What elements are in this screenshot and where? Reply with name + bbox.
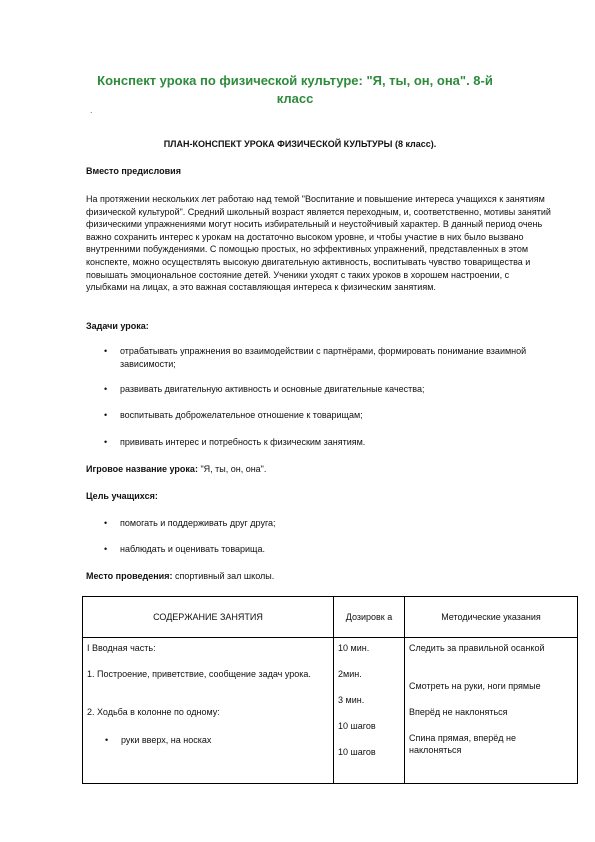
- preface-text: На протяжении нескольких лет работаю над темой "Воспитание и повышение интереса учащихся к занятиям физической культурой". Средний школьный возраст является переходным, и, соответственно, мотивы занятий физическими упражнениями могут носить избирательный и неустойчивый характер. В данный период очень важно сохранить интерес к урокам на достаточно высоком уровне, и чтобы участие в них было вызвано внутренними побуждениями. С помощью простых, но эффективных упражнений, представленных в этом конспекте, можно осуществлять высокую двигательную активность, воспитывать чувство товарищества и повышать эмоциональное состояние детей. Ученики уходят с таких уроков в хорошем настроении, с улыбками на лицах, а это важная составляющая интереса к физическим занятиям.: [86, 194, 551, 293]
- bullet-icon: •: [104, 384, 108, 394]
- bullet-icon: •: [104, 518, 108, 528]
- place-label: Место проведения:: [86, 571, 173, 581]
- dosage-value: 2мин.: [338, 669, 362, 679]
- goal-item-text: помогать и поддерживать друг друга;: [120, 518, 276, 528]
- stray-dot: .: [90, 105, 93, 115]
- notes-cell: [405, 638, 578, 784]
- content-line: руки вверх, на носках: [121, 735, 212, 745]
- dosage-value: 3 мин.: [338, 695, 365, 705]
- content-cell: [83, 638, 334, 784]
- note-line: Вперёд не наклоняться: [409, 707, 508, 717]
- place-value: спортивный зал школы.: [172, 571, 275, 581]
- tasks-heading: Задачи урока:: [86, 321, 149, 331]
- game-name-value: "Я, ты, он, она".: [197, 464, 267, 474]
- goal-item-text: наблюдать и оценивать товарища.: [120, 544, 265, 554]
- dosage-value: 10 шагов: [338, 721, 376, 731]
- plan-subtitle: ПЛАН-КОНСПЕКТ УРОКА ФИЗИЧЕСКОЙ КУЛЬТУРЫ (8 класс).: [163, 139, 437, 149]
- note-line: Спина прямая, вперёд не наклоняться: [409, 733, 516, 755]
- preface-heading: Вместо предисловия: [86, 166, 181, 176]
- table-row: [83, 638, 578, 784]
- game-name-label: Игровое название урока:: [86, 464, 198, 474]
- bullet-icon: •: [104, 410, 108, 420]
- bullet-icon: •: [104, 544, 108, 554]
- task-item-text: прививать интерес и потребность к физическим занятиям.: [120, 437, 366, 447]
- bullet-icon: •: [104, 346, 108, 356]
- task-item-text: отрабатывать упражнения во взаимодействии с партнёрами, формировать понимание взаимной зависимости;: [120, 346, 527, 369]
- table-header-row: [83, 597, 578, 638]
- content-line: I Вводная часть:: [87, 643, 156, 653]
- content-line: 1. Построение, приветствие, сообщение задач урока.: [87, 669, 311, 679]
- note-line: Смотреть на руки, ноги прямые: [409, 681, 541, 691]
- game-name-line: [86, 463, 551, 476]
- task-item-text: развивать двигательную активность и основные двигательные качества;: [120, 384, 425, 394]
- content-line: 2. Ходьба в колонне по одному:: [87, 707, 220, 717]
- bullet-icon: •: [104, 437, 108, 447]
- bullet-icon: •: [105, 735, 109, 745]
- place-line: [86, 570, 551, 583]
- header-content: СОДЕРЖАНИЕ ЗАНЯТИЯ: [83, 597, 334, 638]
- header-notes: Методические указания: [405, 597, 578, 638]
- dosage-value: 10 шагов: [338, 747, 376, 757]
- dosage-value: 10 мин.: [338, 643, 370, 653]
- lesson-plan-table: [82, 596, 578, 784]
- document-title: Конспект урока по физической культуре: "Я, ты, он, она". 8-й класс: [97, 73, 493, 106]
- header-dosage: Дозировк а: [334, 597, 405, 638]
- task-item-text: воспитывать доброжелательное отношение к товарищам;: [120, 410, 363, 420]
- goal-heading: Цель учащихся:: [86, 491, 158, 501]
- dosage-cell: [334, 638, 405, 784]
- note-line: Следить за правильной осанкой: [409, 643, 545, 653]
